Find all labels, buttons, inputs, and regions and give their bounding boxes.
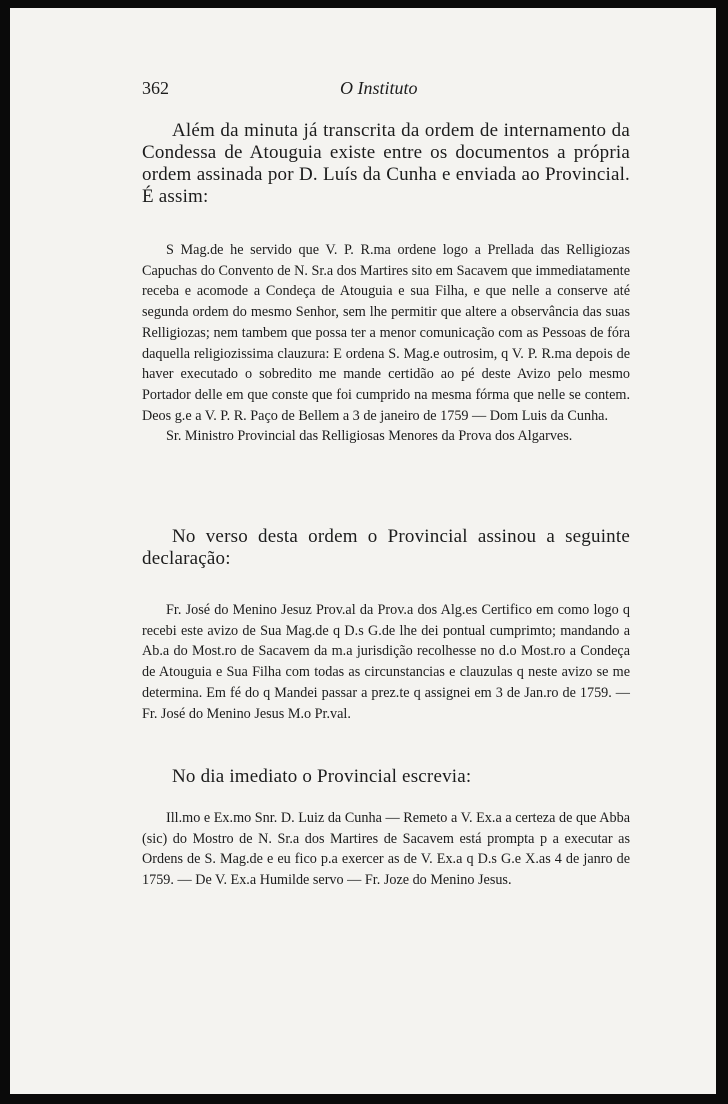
verso-paragraph xyxy=(142,526,630,570)
running-title: O Instituto xyxy=(340,78,418,98)
quoted-order xyxy=(142,240,630,447)
page-number: 362 xyxy=(142,78,169,98)
intro-paragraph xyxy=(142,120,630,208)
letter-text: Ill.mo e Ex.mo Snr. D. Luiz da Cunha — Remeto a V. Ex.a a certeza de que Abba (sic) do Mostro de N. Sr.a dos Martires de Sacavem está prompta p a executar as Ordens de S. Mag.de e eu fico p.a exercer as de V. Ex.a q D.s G.e X.as 4 de janro de 1759. — De V. Ex.a Humilde servo — Fr. Joze do Menino Jesus. xyxy=(142,810,630,889)
order-text: S Mag.de he servido que V. P. R.ma ordene logo a Prellada das Relligiozas Capuchas do Convento de N. Sr.a dos Martires sito em Sacavem que immediatamente receba e acomode a Condeça de Atouguia e sua Filha, e que nelle a conserve até segunda ordem do mesmo Senhor, sem lhe permitir que altere a observância das suas Relligiozas; nem tambem que possa ter a menor comunicação com as Pessoas de fóra daquella religiozissima clauzura: E ordena S. Mag.e outrosim, q V. P. R.ma depois de haver executado o sobredito me mande certidão ao pé deste Avizo pelo mesmo Portador delle em que conste que foi cumprido na mesma fórma que nelle se contem. Deos g.e a V. P. R. Paço de Bellem a 3 de janeiro de 1759 — Dom Luis da Cunha. xyxy=(142,242,630,424)
document-page xyxy=(10,8,716,1094)
verso-text: No verso desta ordem o Provincial assinou a seguinte declaração: xyxy=(142,526,630,569)
order-addressee: Sr. Ministro Provincial das Relligiosas Menores da Prova dos Algarves. xyxy=(166,428,573,445)
quoted-declaration xyxy=(142,600,630,724)
next-day-text: No dia imediato o Provincial escrevia: xyxy=(172,766,472,787)
intro-text: Além da minuta já transcrita da ordem de internamento da Condessa de Atouguia existe entre os documentos a própria ordem assinada por D. Luís da Cunha e enviada ao Provincial. É assim: xyxy=(142,120,630,207)
page-header xyxy=(142,78,630,104)
quoted-letter xyxy=(142,808,630,891)
declaration-text: Fr. José do Menino Jesuz Prov.al da Prov.a dos Alg.es Certifico em como logo q recebi este avizo de Sua Mag.de q D.s G.de lhe dei pontual cumprimto; mandando a Ab.a do Most.ro de Sacavem da m.a jurisdição recolhesse no d.o Most.ro a Condeça de Atouguia e Sua Filha com todas as circunstancias e clauzulas q neste avizo se me determina. Em fé do q Mandei passar a prez.te q assignei em 3 de Jan.ro de 1759. — Fr. José do Menino Jesus M.o Pr.val. xyxy=(142,602,630,722)
next-day-paragraph xyxy=(142,766,630,788)
